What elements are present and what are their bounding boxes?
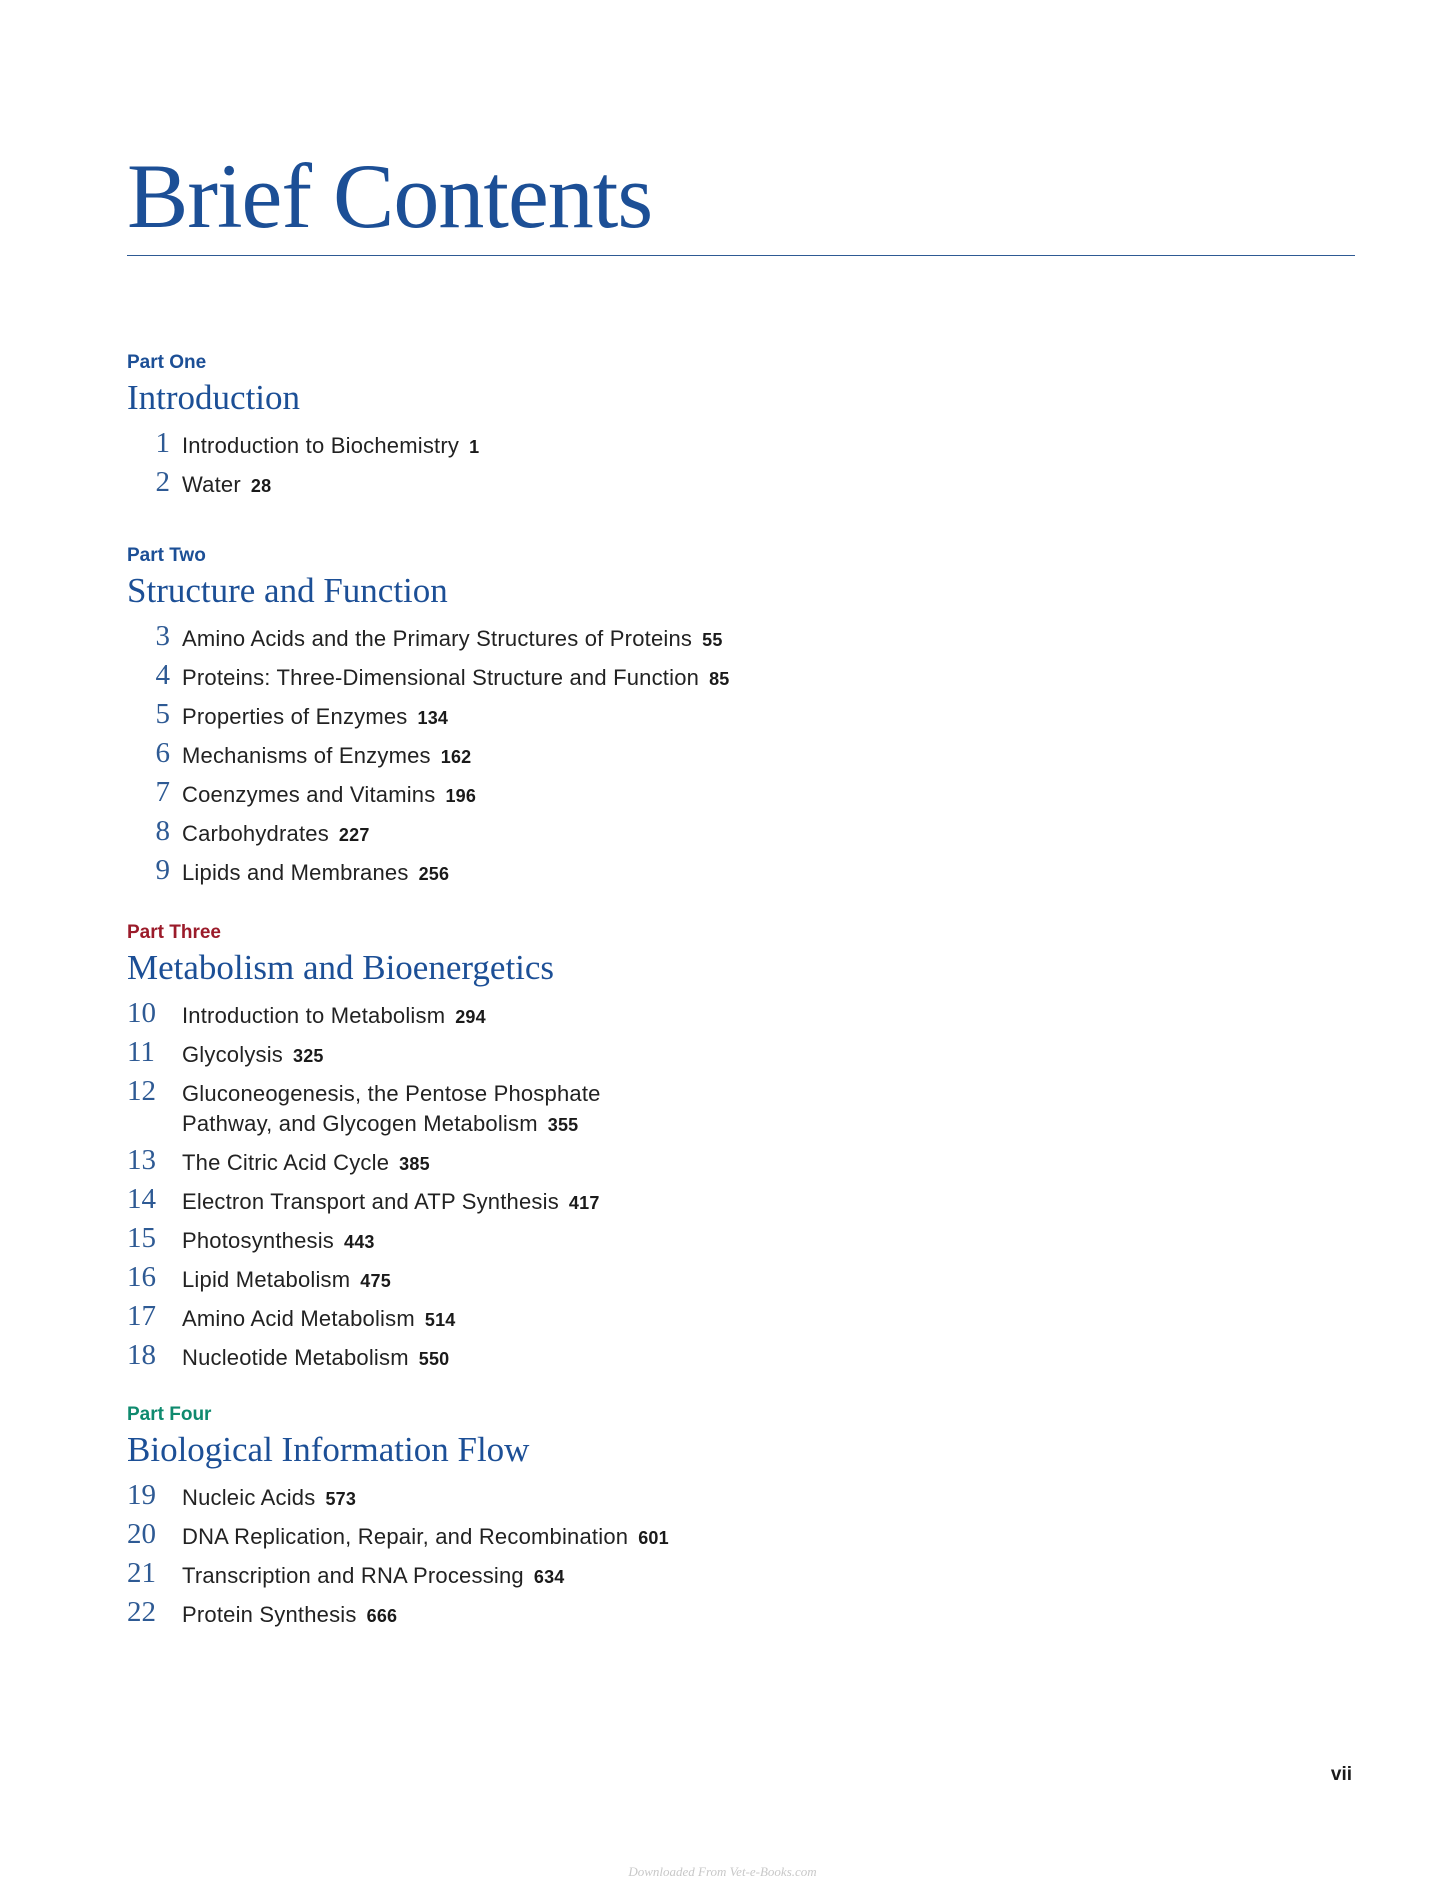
chapter-number (127, 775, 170, 810)
chapter-page-number: 256 (418, 864, 450, 884)
chapter-title-text: Mechanisms of Enzymes (182, 743, 431, 768)
chapter-body (170, 814, 370, 850)
chapter-title-text: Pathway, and Glycogen Metabolism (182, 1111, 538, 1136)
part-two-section (127, 545, 1227, 892)
chapter-body (170, 1338, 449, 1374)
chapter-title-text: Protein Synthesis (182, 1602, 357, 1627)
watermark: Downloaded From Vet-e-Books.com (628, 1864, 817, 1879)
chapter-number-text: 8 (155, 815, 170, 847)
chapter-entry[interactable] (127, 1478, 1227, 1514)
chapter-list (127, 996, 1227, 1374)
chapter-body (170, 426, 479, 462)
chapter-title (182, 858, 449, 889)
chapter-title (182, 1148, 430, 1179)
chapter-number (127, 1074, 170, 1109)
chapter-title-text: Transcription and RNA Processing (182, 1563, 524, 1588)
chapter-body (170, 465, 271, 501)
chapter-number (127, 1478, 170, 1513)
chapter-number-text: 13 (127, 1144, 156, 1176)
chapter-title (182, 1265, 391, 1296)
chapter-number-text: 17 (127, 1300, 156, 1332)
chapter-title (182, 1304, 456, 1335)
chapter-number-text: 7 (155, 776, 170, 808)
chapter-number-text: 3 (155, 620, 170, 652)
chapter-number-text: 1 (155, 427, 170, 459)
chapter-title (182, 1561, 565, 1592)
chapter-body (170, 1074, 601, 1140)
chapter-title-text: Lipid Metabolism (182, 1267, 351, 1292)
chapter-title-text: The Citric Acid Cycle (182, 1150, 390, 1175)
chapter-title-text: Introduction to Biochemistry (182, 433, 460, 458)
chapter-body (170, 1182, 600, 1218)
chapter-title-text: Properties of Enzymes (182, 704, 408, 729)
chapter-body (170, 1517, 669, 1553)
chapter-number (127, 814, 170, 849)
chapter-title (182, 1001, 486, 1032)
chapter-entry[interactable] (127, 1299, 1227, 1335)
chapter-page-number: 28 (250, 476, 272, 496)
chapter-page-number: 134 (417, 708, 449, 728)
chapter-title (182, 1343, 449, 1374)
chapter-body (170, 1260, 391, 1296)
chapter-page-number: 85 (709, 669, 730, 689)
chapter-number-text: 18 (127, 1339, 156, 1371)
chapter-number (127, 658, 170, 693)
chapter-title-text: Nucleotide Metabolism (182, 1345, 409, 1370)
chapter-entry[interactable] (127, 814, 1227, 850)
chapter-page-number: 355 (547, 1115, 579, 1135)
chapter-number-text: 14 (127, 1183, 156, 1215)
chapter-body (170, 1595, 397, 1631)
page-title: Brief Contents (127, 145, 653, 247)
chapter-number-text: 15 (127, 1222, 156, 1254)
chapter-entry[interactable] (127, 619, 1227, 655)
chapter-entry[interactable] (127, 465, 1227, 501)
chapter-title-text: Proteins: Three-Dimensional Structure and Function (182, 665, 700, 690)
chapter-title-text: DNA Replication, Repair, and Recombination (182, 1524, 629, 1549)
chapter-number-text: 16 (127, 1261, 156, 1293)
chapter-title (182, 819, 370, 850)
chapter-page-number: 294 (455, 1007, 486, 1027)
chapter-page-number: 196 (445, 786, 477, 806)
chapter-title (182, 1079, 601, 1109)
chapter-title (182, 1522, 669, 1553)
chapter-number-text: 6 (155, 737, 170, 769)
chapter-body (170, 736, 471, 772)
chapter-entry[interactable] (127, 736, 1227, 772)
chapter-entry[interactable] (127, 658, 1227, 694)
chapter-number-text: 10 (127, 997, 156, 1029)
chapter-number (127, 1338, 170, 1373)
chapter-list (127, 619, 1227, 889)
chapter-entry[interactable] (127, 853, 1227, 889)
chapter-entry[interactable] (127, 1260, 1227, 1296)
chapter-entry[interactable] (127, 1182, 1227, 1218)
chapter-title (182, 1226, 375, 1257)
chapter-number-text: 2 (155, 466, 170, 498)
chapter-page-number: 601 (638, 1528, 669, 1548)
chapter-title-text: Photosynthesis (182, 1228, 334, 1253)
part-four-section (127, 1404, 1227, 1634)
chapter-number-text: 20 (127, 1518, 156, 1550)
chapter-title (182, 780, 476, 811)
chapter-number-text: 12 (127, 1075, 156, 1107)
chapter-title (182, 431, 479, 462)
chapter-body (170, 1143, 430, 1179)
chapter-body (170, 1221, 375, 1257)
chapter-page-number: 443 (344, 1232, 375, 1252)
chapter-title-text: Amino Acid Metabolism (182, 1306, 415, 1331)
chapter-number-text: 19 (127, 1479, 156, 1511)
chapter-list (127, 1478, 1227, 1631)
chapter-page-number: 475 (360, 1271, 391, 1291)
chapter-page-number: 514 (424, 1310, 456, 1330)
chapter-body (170, 619, 723, 655)
chapter-entry[interactable] (127, 1074, 1227, 1140)
part-title: Introduction (127, 378, 301, 417)
chapter-number-text: 4 (155, 659, 170, 691)
chapter-title-continued (182, 1109, 601, 1140)
chapter-entry[interactable] (127, 1221, 1227, 1257)
chapter-number-text: 22 (127, 1596, 156, 1628)
chapter-page-number: 634 (533, 1567, 565, 1587)
chapter-title (182, 1040, 324, 1071)
chapter-number (127, 1182, 170, 1217)
chapter-list (127, 426, 1227, 501)
chapter-title-text: Lipids and Membranes (182, 860, 409, 885)
chapter-entry[interactable] (127, 996, 1227, 1032)
chapter-body (170, 697, 448, 733)
chapter-number-text: 21 (127, 1557, 156, 1589)
chapter-number (127, 1556, 170, 1591)
chapter-number (127, 1595, 170, 1630)
chapter-title (182, 702, 448, 733)
chapter-entry[interactable] (127, 1595, 1227, 1631)
chapter-title-text: Water (182, 472, 241, 497)
chapter-entry[interactable] (127, 1143, 1227, 1179)
chapter-title-text: Electron Transport and ATP Synthesis (182, 1189, 559, 1214)
chapter-title-text: Coenzymes and Vitamins (182, 782, 436, 807)
chapter-title (182, 1187, 600, 1218)
page-number: vii (1330, 1764, 1352, 1785)
chapter-body (170, 775, 476, 811)
chapter-page-number: 325 (293, 1046, 324, 1066)
chapter-body (170, 1035, 324, 1071)
chapter-title (182, 663, 730, 694)
chapter-page-number: 385 (399, 1154, 430, 1174)
chapter-title-text: Carbohydrates (182, 821, 329, 846)
chapter-number (127, 1260, 170, 1295)
chapter-title (182, 741, 471, 772)
chapter-number (127, 465, 170, 500)
part-one-section (127, 352, 1227, 504)
part-title: Metabolism and Bioenergetics (127, 948, 555, 987)
chapter-number (127, 736, 170, 771)
part-label: Part Three (127, 922, 221, 943)
chapter-page-number: 227 (338, 825, 370, 845)
chapter-body (170, 1556, 565, 1592)
chapter-number (127, 426, 170, 461)
chapter-title-text: Amino Acids and the Primary Structures of Proteins (182, 626, 693, 651)
title-rule (127, 255, 1355, 256)
chapter-page-number: 666 (366, 1606, 398, 1626)
chapter-title-text: Introduction to Metabolism (182, 1003, 446, 1028)
chapter-number (127, 1143, 170, 1178)
chapter-entry[interactable] (127, 697, 1227, 733)
chapter-entry[interactable] (127, 1035, 1227, 1071)
chapter-entry[interactable] (127, 1338, 1227, 1374)
chapter-title (182, 470, 271, 501)
chapter-entry[interactable] (127, 426, 1227, 462)
chapter-page-number: 550 (418, 1349, 450, 1369)
part-label: Part Two (127, 545, 206, 566)
chapter-body (170, 658, 730, 694)
chapter-number (127, 1299, 170, 1334)
chapter-body (170, 1299, 456, 1335)
chapter-number-text: 5 (155, 698, 170, 730)
chapter-body (170, 853, 449, 889)
chapter-number (127, 697, 170, 732)
chapter-title-text: Gluconeogenesis, the Pentose Phosphate (182, 1081, 601, 1106)
chapter-title (182, 1483, 356, 1514)
part-title: Structure and Function (127, 571, 448, 610)
chapter-number (127, 619, 170, 654)
part-three-section (127, 922, 1227, 1377)
chapter-entry[interactable] (127, 1517, 1227, 1553)
part-label: Part One (127, 352, 207, 373)
chapter-body (170, 996, 486, 1032)
chapter-page-number: 417 (568, 1193, 600, 1213)
chapter-page-number: 1 (469, 437, 480, 457)
chapter-number (127, 853, 170, 888)
chapter-number (127, 1035, 170, 1070)
chapter-title-text: Glycolysis (182, 1042, 284, 1067)
chapter-title-text: Nucleic Acids (182, 1485, 316, 1510)
part-title: Biological Information Flow (127, 1430, 530, 1469)
chapter-number (127, 996, 170, 1031)
chapter-entry[interactable] (127, 775, 1227, 811)
chapter-page-number: 162 (440, 747, 472, 767)
chapter-title (182, 624, 723, 655)
chapter-body (170, 1478, 356, 1514)
chapter-entry[interactable] (127, 1556, 1227, 1592)
chapter-number-text: 9 (155, 854, 170, 886)
chapter-title (182, 1600, 397, 1631)
chapter-number (127, 1517, 170, 1552)
chapter-number (127, 1221, 170, 1256)
chapter-page-number: 55 (702, 630, 723, 650)
chapter-page-number: 573 (325, 1489, 357, 1509)
chapter-number-text: 11 (127, 1036, 155, 1068)
part-label: Part Four (127, 1404, 212, 1425)
